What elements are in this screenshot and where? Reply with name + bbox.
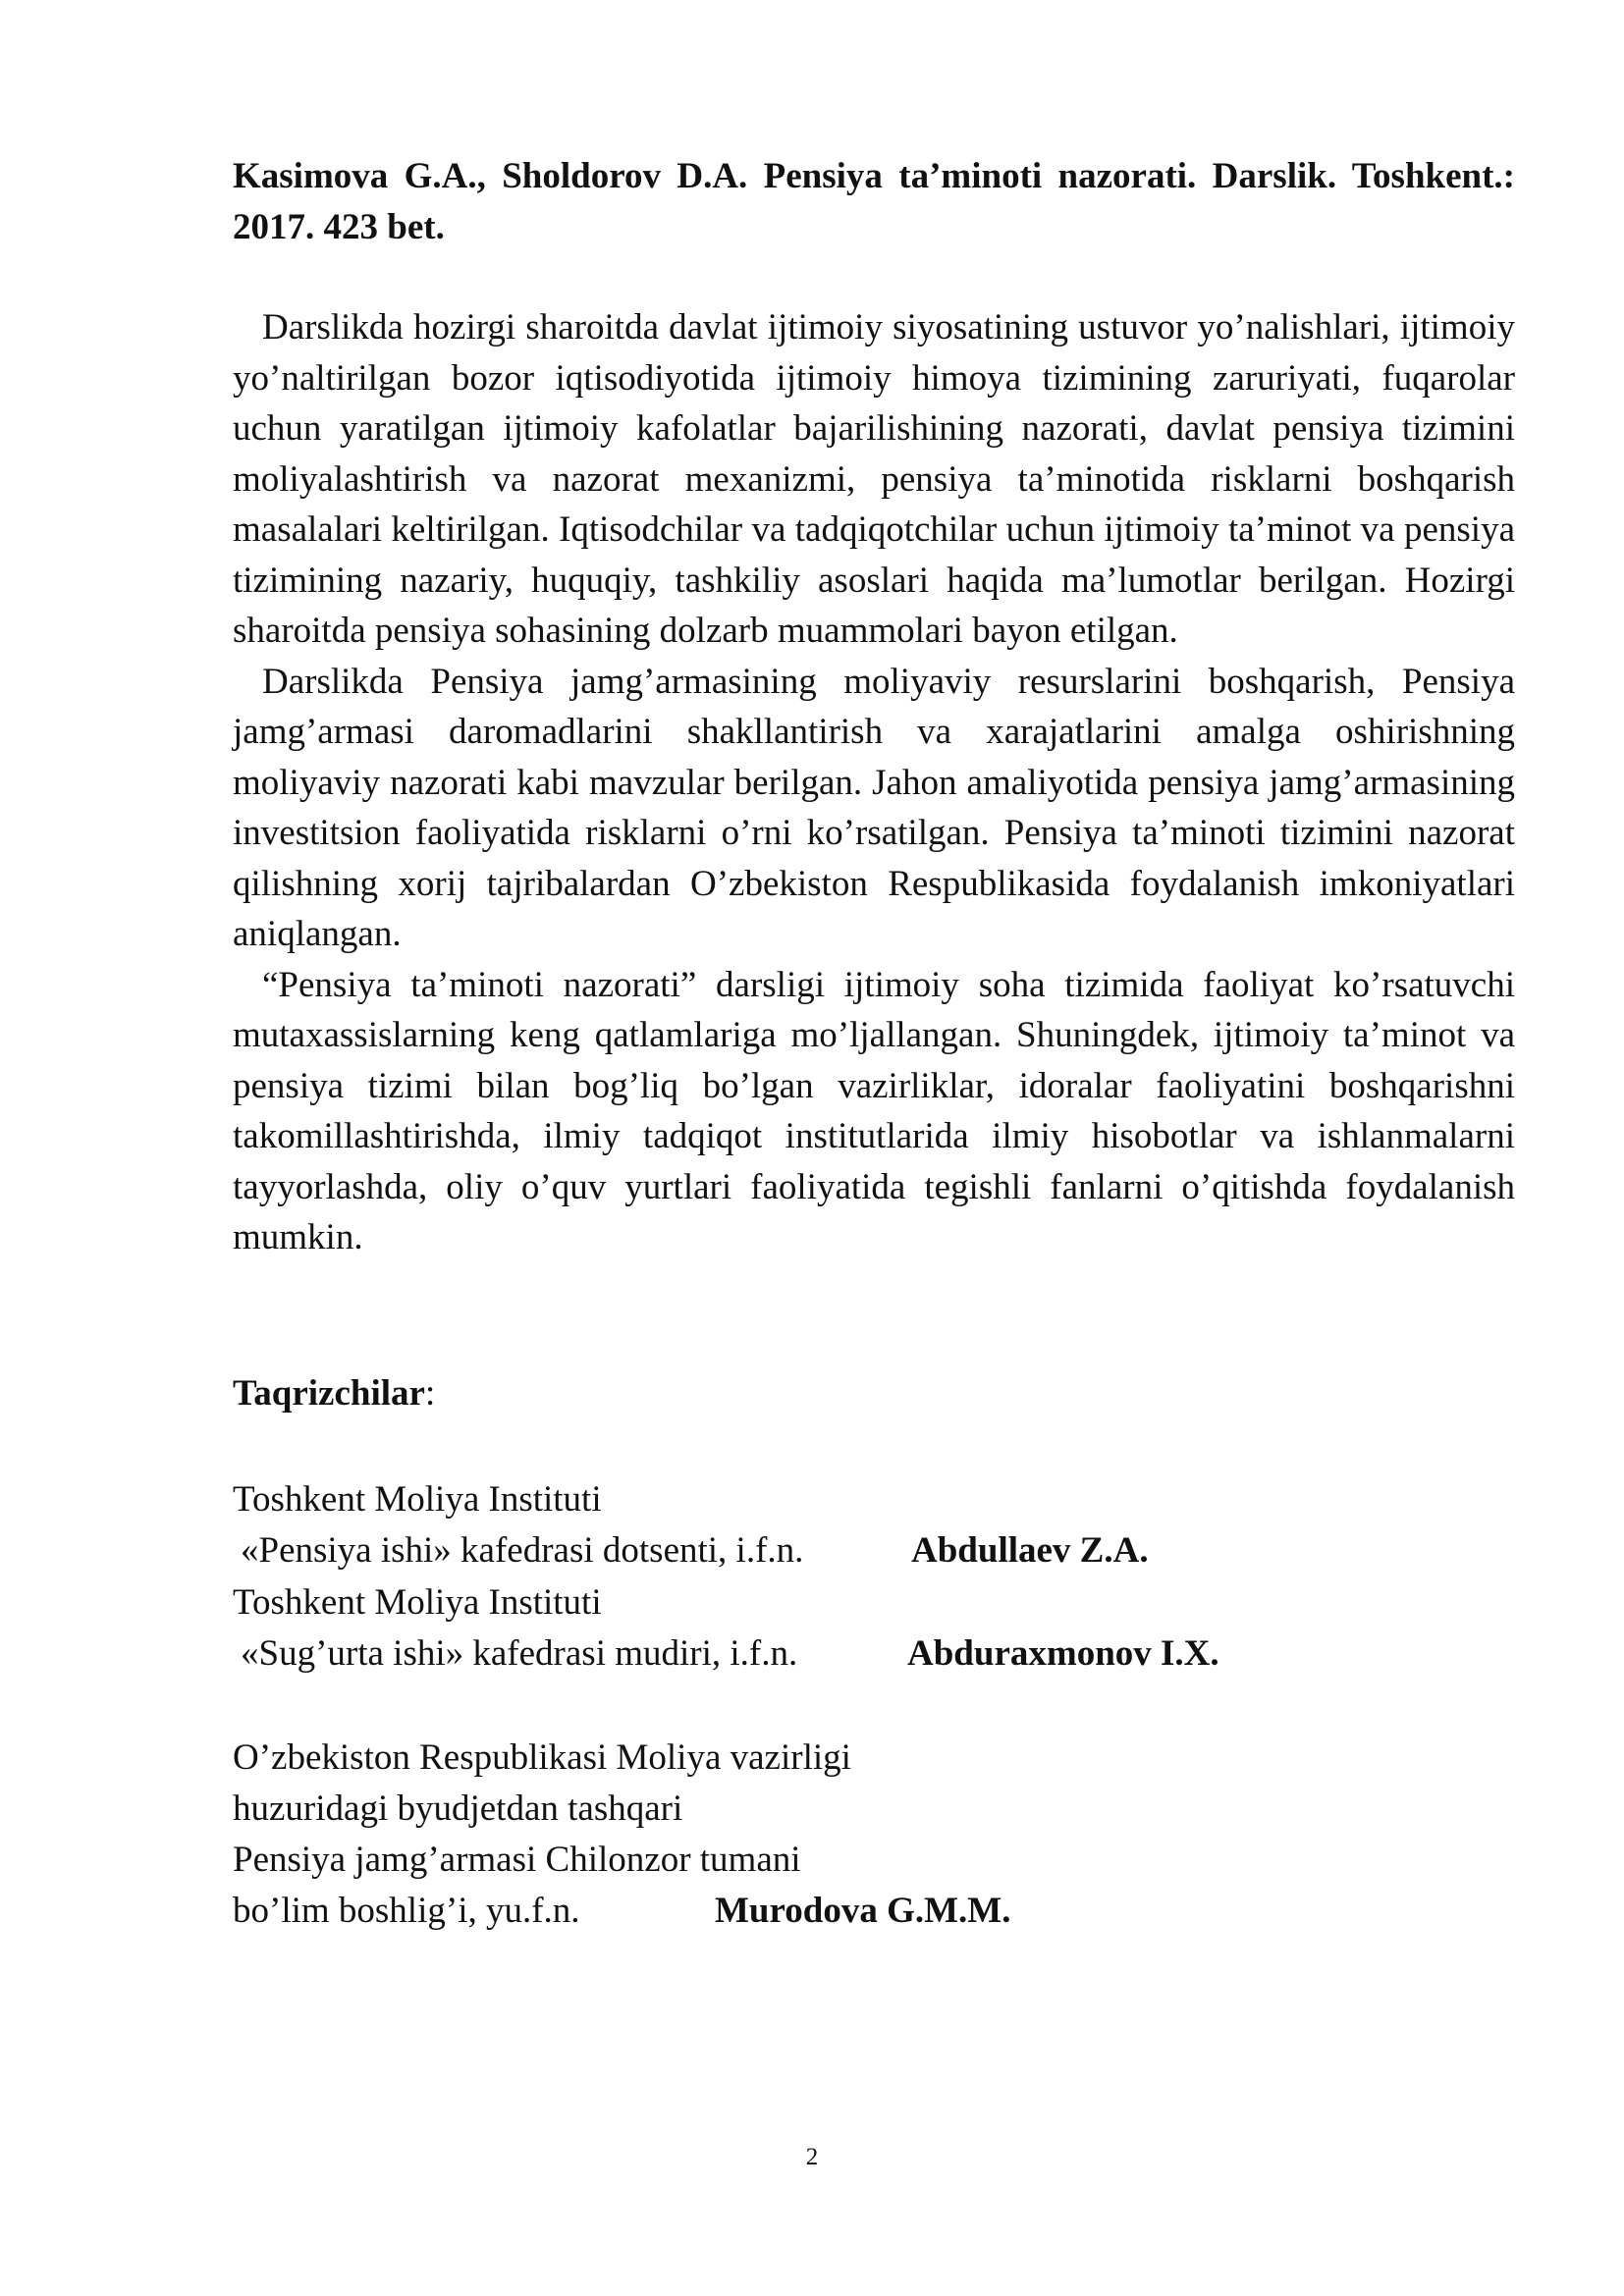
abstract-paragraph-1: Darslikda hozirgi sharoitda davlat ijtimoiy siyosatining ustuvor yo’nalishlari, ijtimoiy yo’naltirilgan bozor iqtisodiyotida ijtimoiy himoya tizimining zaruriyati, fuqarolar uchun yaratilgan ijtimoiy kafolatlar bajarilishining nazorati, davlat pensiya tizimini moliyalashtirish va nazorat mexanizmi, pensiya ta’minotida risklarni boshqarish masalalari keltirilgan. Iqtisodchilar va tadqiqotchilar uchun ijtimoiy ta’minot va pensiya tizimining nazariy, huquqiy, tashkiliy asoslari haqida ma’lumotlar berilgan. Hozirgi sharoitda pensiya sohasining dolzarb muammolari bayon etilgan. <box>233 307 1515 651</box>
reviewers-heading-colon: : <box>424 1373 436 1414</box>
reviewer-3-name: Murodova G.M.M. <box>715 1891 1011 1931</box>
reviewers-heading-text: Taqrizchilar <box>233 1373 425 1414</box>
reviewer-3-organization-line-3: Pensiya jamg’armasi Chilonzor tumani <box>233 1840 801 1880</box>
book-abstract <box>233 302 1515 1263</box>
reviewer-2-position: «Sug’urta ishi» kafedrasi mudiri, i.f.n. <box>241 1633 798 1674</box>
reviewers-heading <box>233 1368 435 1419</box>
abstract-paragraph-3: “Pensiya ta’minoti nazorati” darsligi ijtimoiy soha tizimida faoliyat ko’rsatuvchi mutaxassislarning keng qatlamlariga mo’ljallangan. Shuningdek, ijtimoiy ta’minot va pensiya tizimi bilan bog’liq bo’lgan vazirliklar, idoralar faoliyatini boshqarishni takomillashtirishda, ilmiy tadqiqot institutlarida ilmiy hisobotlar va ishlanmalarni tayyorlashda, oliy o’quv yurtlari faoliyatida tegishli fanlarni o’qitishda foydalanish mumkin. <box>233 964 1515 1257</box>
reviewer-2-organization: Toshkent Moliya Instituti <box>233 1582 602 1623</box>
reviewer-1-name: Abdullaev Z.A. <box>911 1530 1149 1571</box>
abstract-paragraph-2: Darslikda Pensiya jamg’armasining moliyaviy resurslarini boshqarish, Pensiya jamg’armasi daromadlarini shakllantirish va xarajatlarini amalga oshirishning moliyaviy nazorati kabi mavzular berilgan. Jahon amaliyotida pensiya jamg’armasining investitsion faoliyatida risklarni o’rni ko’rsatilgan. Pensiya ta’minoti tizimini nazorat qilishning xorij tajribalardan O’zbekiston Respublikasida foydalanish imkoniyatlari aniqlangan. <box>233 661 1515 954</box>
reviewer-3-organization-line-1: O’zbekiston Respublikasi Moliya vazirligi <box>233 1737 851 1778</box>
reviewer-3-position: bo’lim boshlig’i, yu.f.n. <box>233 1891 580 1931</box>
reviewer-1-position: «Pensiya ishi» kafedrasi dotsenti, i.f.n. <box>241 1530 804 1571</box>
reviewer-1-organization: Toshkent Moliya Instituti <box>233 1479 602 1520</box>
reviewer-3-organization-line-2: huzuridagi byudjetdan tashqari <box>233 1789 683 1829</box>
bibliographic-citation: Kasimova G.A., Sholdorov D.A. Pensiya ta’minoti nazorati. Darslik. Toshkent.: 2017. 423 bet. <box>233 156 1515 247</box>
page-number: 2 <box>805 2144 819 2170</box>
reviewer-2-name: Abduraxmonov I.X. <box>907 1633 1219 1674</box>
